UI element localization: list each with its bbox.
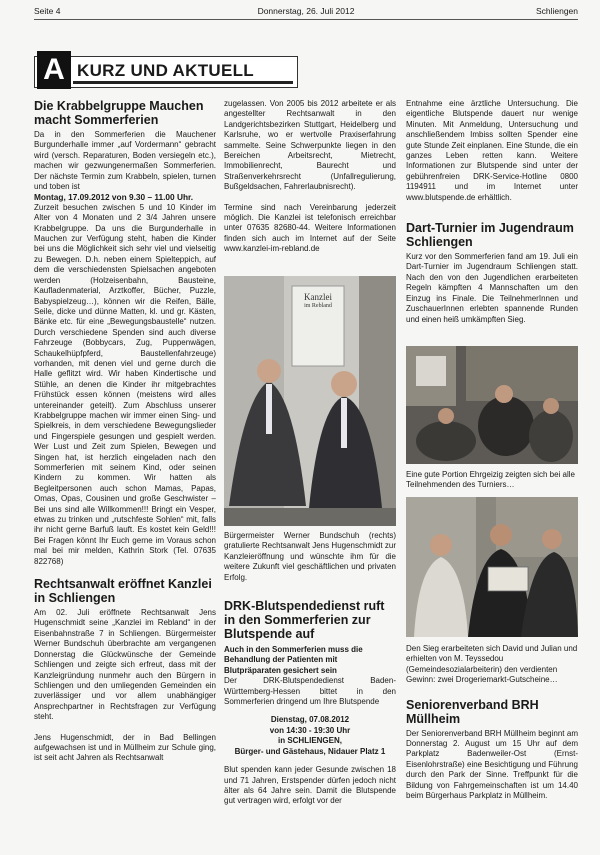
event-date: Montag, 17.09.2012 von 9.30 – 11.00 Uhr.	[34, 192, 194, 203]
photo-caption: Eine gute Portion Ehrgeizig zeigten sich bei alle Teilnehmenden des Turniers…	[406, 470, 575, 490]
photo-dart-image	[406, 346, 578, 464]
photo-dart-turnier	[406, 346, 578, 464]
column-3-lower	[406, 644, 578, 811]
article-text: Termine sind nach Vereinbarung jederzeit möglich. Die Kanzlei ist telefonisch erreichbar unter 07635 82680-44. Weitere Informationen finden sich auch im Internet auf der Seite www.kanzlei-im-rebland.de	[224, 202, 396, 254]
page-header	[34, 6, 578, 20]
header-rule	[34, 19, 578, 20]
section-banner	[34, 53, 298, 88]
a-logo-icon: A	[37, 51, 71, 89]
article-text: Jens Hugenschmidt, der in Bad Bellingen aufgewachsen ist und in Müllheim zur Schule ging, ist seit acht Jahren als Rechtsanwalt	[34, 732, 216, 763]
photo-caption: Den Sieg erarbeiteten sich David und Julian und erhielten von M. Teyssedou (Gemeindesozialarbeiterin) den verdienten Gewinn: zwei Drogeriemarkt-Gutscheine…	[406, 644, 578, 685]
event-date: Dienstag, 07.08.2012	[270, 715, 350, 725]
column-2-lower	[224, 531, 396, 817]
sign-text: Kanzlei	[304, 292, 332, 302]
sign-text: im Rebland	[304, 303, 332, 309]
event-place: in SCHLIENGEN,	[277, 736, 342, 746]
article-title-blutspende: DRK-Blutspendedienst ruft in den Sommerferien zur Blutspende auf	[224, 599, 385, 642]
article-title-brh: Seniorenverband BRH Müllheim	[406, 697, 539, 726]
page-number: Seite 4	[34, 6, 61, 16]
section-place: Schliengen	[535, 6, 578, 16]
photo-caption: Bürgermeister Werner Bundschuh (rechts) gratulierte Rechtsanwalt Jens Hugenschmidt zur Kanzleieröffnung und wünschte ihm für die weitere Zukunft viel geschäftlichen und privaten Erfolg.	[224, 531, 396, 582]
photo-kanzlei	[224, 276, 396, 526]
photo-kanzlei-image	[224, 276, 396, 526]
article-text: Der DRK-Blutspendedienst Baden-Württemberg-Hessen bittet in den Sommerferien dringend um Ihre Blutspende	[224, 676, 396, 707]
article-text: Da in den Sommerferien die Mauchener Burgunderhalle immer „auf Vordermann“ gebracht wird (versch. Reparaturen, Boden versiegeln etc.), machen wir gezwungenermaßen Sommerferien. Der nächste Termin zum Krabbeln, spielen, turnen und toben ist	[34, 130, 216, 192]
event-time: von 14:30 - 19:30 Uhr	[269, 725, 351, 735]
article-text: Kurz vor den Sommerferien fand am 19. Juli ein Dart-Turnier im Jugendraum Schliengen statt. Nach den von den Jugendlichen erarbeiteten Regeln kämpften 4 Mannschaften um den Einzug ins Finale. Die TeilnehmerInnen und ZuschauerInnen erlebten spannende Runden und einen heiß umkämpften Sieg.	[406, 252, 578, 324]
photo-dart-sieger	[406, 497, 578, 637]
column-3	[406, 99, 578, 335]
article-text: Der Seniorenverband BRH Müllheim beginnt am Donnerstag 2. August um 15 Uhr auf dem Parkplatz Badenweiler-Ost (Ernst-Eisenlohrstraße) eine Besichtigung und Führung durch den Park der Sinne. Treffpunkt für die Bildung von Fahrgemeinschaften ist um 14.40 beim Bürgerhaus Parkplatz in Müllheim.	[406, 728, 578, 801]
article-text: Entnahme eine ärztliche Untersuchung. Die eigentliche Blutspende dauert nur wenige Minuten. Mit Anmeldung, Untersuchung und anschließendem Imbiss sollten Spender eine gute Stunde Zeit einplanen. Eine Stunde, die ein ganzes Leben retten kann. Weitere Informationen zur Blutspende sind unter der gebührenfreien DRK-Service-Hotline 0800 1194911 und im Internet unter www.blutspende.de erhältlich.	[406, 99, 578, 202]
column-1	[34, 99, 216, 774]
banner-underline	[73, 81, 293, 84]
event-venue: Bürger- und Gästehaus, Nidauer Platz 1	[234, 746, 386, 756]
article-text: Am 02. Juli eröffnete Rechtsanwalt Jens Hugenschmidt seine „Kanzlei im Rebland“ in der Eisenbahnstraße 7 in Schliengen. Bürgermeister Werner Bundschuh überbrachte am vergangenen Donnerstag die Glückwünsche der Gemeinde Schliengen und zeigte sich erfreut, dass mit der Kanzleigründung nunmehr auch den Bürgern in Schliengen und den umliegenden Gemeinden ein zuverlässiger und vor allem unabhängiger Ansprechpartner in Rechtsfragen zur Verfügung steht.	[34, 608, 216, 722]
article-text: Blut spenden kann jeder Gesunde zwischen 18 und 71 Jahren, Erstspender dürfen jedoch nicht älter als 64 Jahre sein. Damit die Blutspende gut vertragen wird, erfolgt vor der	[224, 765, 396, 806]
article-text: Zurzeit besuchen zwischen 5 und 10 Kinder im Alter von 4 Monaten und 2 3/4 Jahren unsere Krabbelgruppe. Da uns die Burgunderhalle in Mauchen zur Verfügung steht, haben die Kinder bei uns die Möglichkeit sich sehr viel und vielseitig zu Bewegen. D.h. neben einem Spielteppich, auf dem die verschiedensten Spielsachen angeboten werden (Holzeisenbahn, Bausteine, Kaufladenmaterial, Arztkoffer, Bücher, Puzzle, Babyspielzeug…), können wir die Reifen, Bälle, Seile, dicke und dünne Matten, kl. und gr. Kästen, Bänke etc. für eine „Bewegungsbaustelle“ nutzen. Durch verschiedene Spenden sind auch diverse Fahrzeuge (Bobbycars, Zug, Puppenwägen, Schaukelhüpfpferd, Baustellenfahrzeuge) vorhanden, mit denen viel und gerne durch die Halle geflitzt wird. Wir haben Kindertische und Stühle, an denen die Kinder ihr mitgebrachtes Frühstück essen können (meistens wird alles untereinander geteilt). Zum Abschluss unserer Krabbelgruppe machen wir immer einen Sing- und Spielkreis, in dem verschiedene Bewegungslieder und Fingerspiele gesungen und gespielt werden. Wer Lust und Zeit zum Spielen, Bewegen und Singen hat, ist herzlich eingeladen nach den Sommerferien mit seinem Kind, oder seinen Kindern zu kommen. Wir hatten als Begleitpersonen auch schon Mamas, Papas, Omas, Opas, Cousinen und große Geschwister – Bei uns sind alle Willkommen!!! Bringt ein Vesper, etwas zu trinken und „rutschfeste Sohlen“ mit, falls ihr nicht gerne Barfuß lauft. Es kostet kein Geld!!! Bei Fragen könnt Ihr Euch gerne im Voraus schon mal bei mir melden, Kathrin Stork (Tel. 07635 822768)	[34, 202, 216, 566]
section-title: KURZ UND AKTUELL	[77, 61, 254, 80]
article-title-kanzlei: Rechtsanwalt eröffnet Kanzlei in Schliengen	[34, 577, 212, 606]
issue-date: Donnerstag, 26. Juli 2012	[257, 6, 355, 16]
article-lead: Auch in den Sommerferien muss die Behandlung der Patienten mit Blutpräparaten gesichert sein	[224, 645, 363, 675]
article-text: zugelassen. Von 2005 bis 2012 arbeitete er als angestellter Rechtsanwalt in den Landgerichtsbezirken Stuttgart, Heidelberg und Karlsruhe, wo er wertvolle Praxiserfahrung sammelte. Seine Schwerpunkte liegen in den Bereichen Arbeitsrecht, Mietrecht, Immobilienrecht, Baurecht und Straßenverkehrsrecht (Unfallregulierung, Bußgeldsachen, Fahrerlaubnisrecht).	[224, 99, 396, 192]
photo-sieger-image	[406, 497, 578, 637]
article-title-krabbelgruppe: Die Krabbelgruppe Mauchen macht Sommerferien	[34, 99, 204, 127]
column-2	[224, 99, 396, 265]
article-title-dart: Dart-Turnier im Jugendraum Schliengen	[406, 221, 574, 250]
